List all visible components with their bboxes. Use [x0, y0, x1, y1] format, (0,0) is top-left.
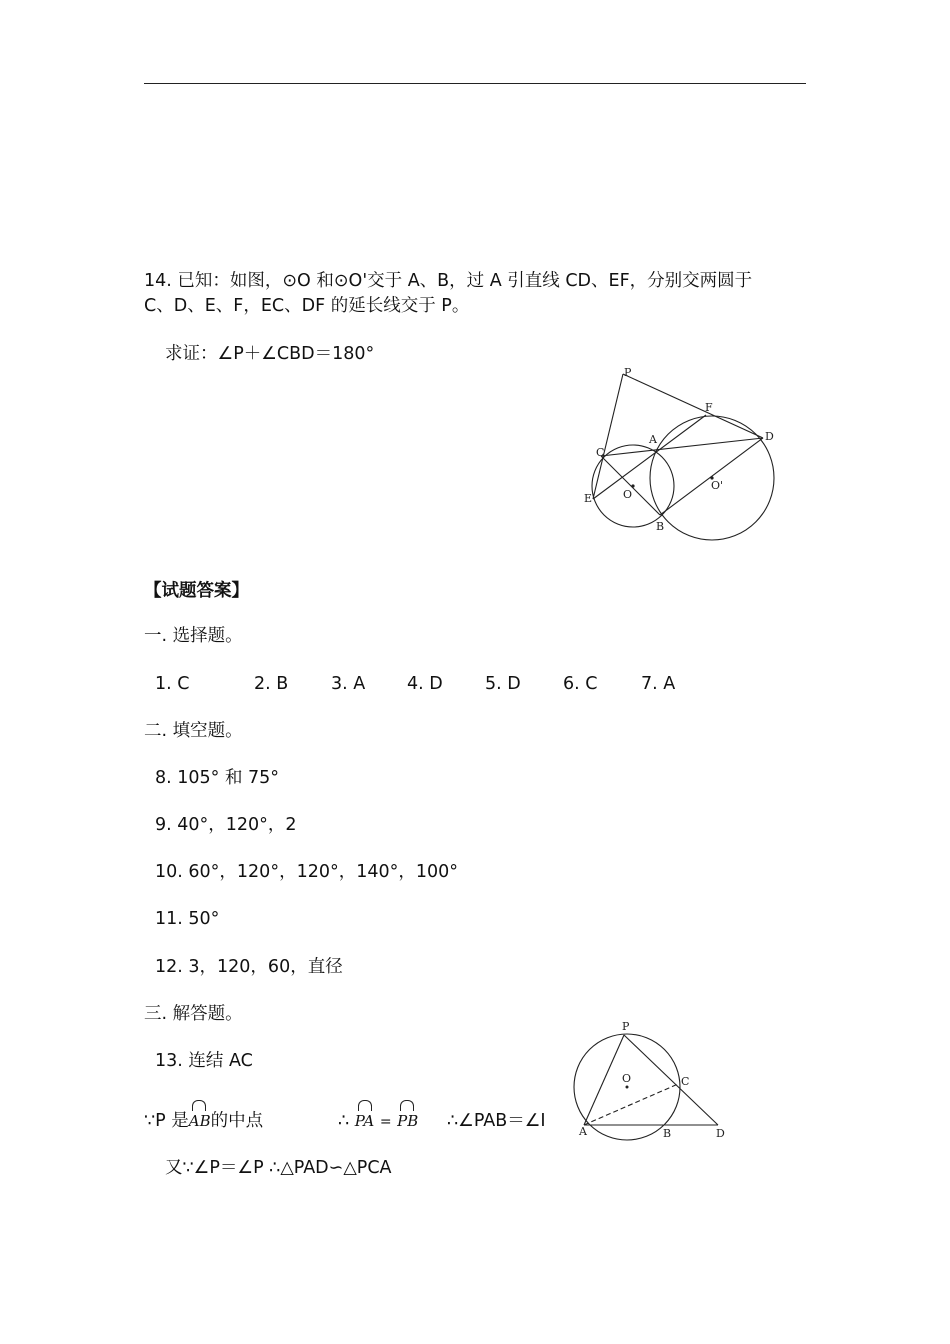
q14-prove: 求证：∠P＋∠CBD＝180° — [165, 344, 375, 364]
equals-sign: = — [379, 1114, 392, 1130]
center-o-dot — [626, 1086, 629, 1089]
section-choice-title: 一. 选择题。 — [144, 626, 243, 646]
q13-because-pre: ∵P 是 — [144, 1111, 189, 1131]
fill-answer: 11. 50° — [155, 909, 220, 929]
label-f: F — [705, 401, 713, 414]
label-a: A — [579, 1125, 587, 1138]
header-rule — [144, 83, 806, 84]
label-d: D — [716, 1127, 725, 1140]
choice-answer: 7. A — [641, 674, 676, 694]
choice-answer: 3. A — [331, 674, 366, 694]
label-o-prime: O' — [711, 479, 724, 492]
section-fill-title: 二. 填空题。 — [144, 721, 243, 741]
section-solve-title: 三. 解答题。 — [144, 1004, 243, 1024]
choice-answer: 6. C — [563, 674, 598, 694]
choice-answer: 4. D — [407, 674, 443, 694]
label-p: P — [622, 1020, 630, 1033]
answers-heading: 【试题答案】 — [144, 581, 249, 601]
label-d: D — [765, 430, 774, 443]
segment-pd — [623, 374, 763, 438]
choice-answer: 5. D — [485, 674, 521, 694]
fill-answer: 12. 3，120，60，直径 — [155, 957, 343, 977]
label-e: E — [584, 492, 593, 505]
arc-ab: AB — [188, 1112, 211, 1130]
q13-because-post: 的中点 — [210, 1111, 264, 1131]
q13-similar-triangles: 又∵∠P＝∠P ∴△PAD∽△PCA — [165, 1158, 392, 1178]
q13-because-line — [144, 1110, 263, 1132]
q13-title: 13. 连结 AC — [155, 1051, 253, 1071]
label-b: B — [663, 1127, 672, 1140]
q14-line-1: 14. 已知：如图，⊙O 和⊙O'交于 A、B，过 A 引直线 CD、EF，分别交两圆于 — [144, 271, 753, 291]
label-c: C — [681, 1075, 690, 1088]
fill-answer: 8. 105° 和 75° — [155, 768, 280, 788]
therefore-symbol: ∴ — [338, 1111, 350, 1131]
fill-answer: 9. 40°，120°，2 — [155, 815, 297, 835]
segment-ac-dashed — [584, 1084, 678, 1125]
q14-line-2: C、D、E、F，EC、DF 的延长线交于 P。 — [144, 296, 470, 316]
choice-answer: 2. B — [254, 674, 289, 694]
label-b: B — [656, 520, 665, 533]
label-p: P — [624, 366, 632, 379]
q13-arc-equality — [338, 1110, 418, 1133]
fill-answer: 10. 60°，120°，120°，140°，100° — [155, 862, 459, 882]
segment-pd — [624, 1035, 718, 1125]
label-c: C — [596, 446, 605, 459]
label-o: O — [623, 488, 633, 501]
q13-angle-equality: ∴∠PAB＝∠I — [447, 1111, 546, 1131]
figure-two-circles — [570, 360, 790, 550]
arc-pb: PB — [397, 1112, 419, 1130]
segment-cd — [601, 438, 763, 456]
arc-pa: PA — [354, 1112, 375, 1130]
choice-answer: 1. C — [155, 674, 190, 694]
label-a: A — [649, 433, 657, 446]
label-o: O — [622, 1072, 632, 1085]
figure-circle-triangle — [560, 1015, 740, 1145]
